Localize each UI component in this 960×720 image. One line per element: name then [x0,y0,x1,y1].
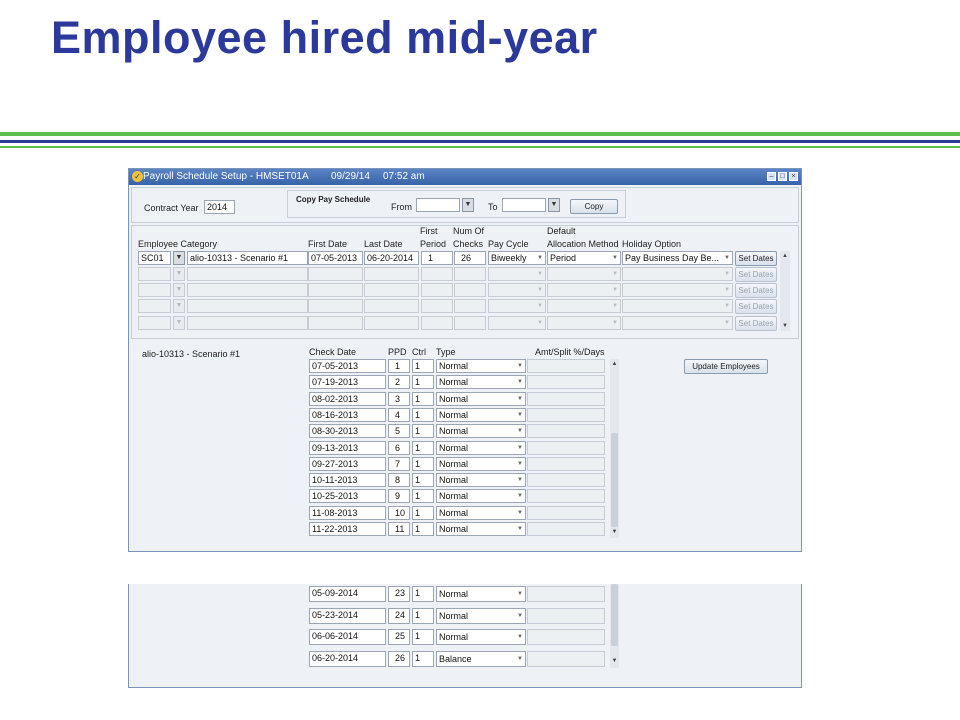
check-date-field[interactable]: 11-22-2013 [309,522,386,536]
holiday-option-select[interactable] [622,316,733,330]
chevron-down-icon: ▼ [537,255,543,261]
ppd-field[interactable]: 5 [388,424,410,438]
type-select[interactable] [436,375,526,389]
ppd-field[interactable]: 25 [388,629,410,645]
ppd-field[interactable]: 3 [388,392,410,406]
check-date-field[interactable]: 07-05-2013 [309,359,386,373]
first-period-field[interactable] [421,299,453,313]
first-period-header-line2: Period [420,239,447,249]
contract-year-label: Contract Year [144,203,199,213]
chevron-down-icon: ▼ [517,591,523,597]
chevron-down-icon: ▼ [517,634,523,640]
scroll-up-icon[interactable]: ▲ [782,253,788,259]
chevron-down-icon: ▼ [537,271,543,277]
category-dropdown-icon[interactable]: ▼ [173,283,185,297]
first-date-header: First Date [308,239,348,249]
chevron-down-icon: ▼ [517,363,523,369]
chevron-down-icon: ▼ [612,320,618,326]
chevron-down-icon: ▼ [517,655,523,662]
category-name-field[interactable]: alio-10313 - Scenario #1 [187,251,308,265]
allocation-method-header: Allocation Method [547,239,619,249]
holiday-option-select[interactable] [622,283,733,297]
amt-split-field[interactable] [527,489,605,503]
type-value: Normal [439,632,469,642]
type-select[interactable] [436,408,526,422]
type-header: Type [436,347,456,357]
copy-pay-schedule-title: Copy Pay Schedule [296,195,371,204]
chevron-down-icon: ▼ [517,612,523,619]
window-title: Payroll Schedule Setup - HMSET01A [143,171,309,182]
first-period-field[interactable] [421,283,453,297]
update-employees-button[interactable]: Update Employees [684,359,768,374]
category-code-field[interactable] [138,283,171,297]
chevron-down-icon: ▼ [612,303,618,309]
type-value: Normal [439,524,469,534]
type-select[interactable] [436,441,526,455]
type-select[interactable] [436,489,526,503]
type-value: Normal [439,507,469,518]
ctrl-field[interactable]: 1 [412,489,434,503]
type-value: Normal [439,475,469,486]
ctrl-field[interactable]: 1 [412,629,434,645]
check-date-header: Check Date [309,347,357,357]
ctrl-field[interactable]: 1 [412,392,434,406]
ppd-field[interactable]: 1 [388,359,410,373]
amt-split-field[interactable] [527,608,605,624]
set-dates-button[interactable]: Set Dates [735,267,777,282]
type-select[interactable] [436,522,526,536]
num-checks-field[interactable] [454,283,486,297]
pay-cycle-header: Pay Cycle [488,239,529,249]
employee-category-header: Employee Category [138,239,218,249]
type-value: Balance [439,653,472,664]
category-code-field[interactable] [138,299,171,313]
first-date-field[interactable] [308,267,363,281]
type-value: Normal [439,610,469,621]
chevron-down-icon: ▼ [612,255,618,261]
chevron-down-icon: ▼ [517,428,523,435]
category-name-field[interactable] [187,283,308,297]
check-date-field[interactable]: 08-30-2013 [309,424,386,438]
type-select[interactable] [436,629,526,645]
category-code-field[interactable] [138,316,171,330]
ppd-field[interactable]: 4 [388,408,410,422]
window-date: 09/29/14 [331,171,370,182]
allocation-method-select[interactable] [547,299,621,313]
allocation-method-select[interactable] [547,251,621,265]
chevron-down-icon: ▼ [724,271,730,277]
scroll-down-icon[interactable]: ▼ [782,323,788,329]
chevron-down-icon: ▼ [724,303,730,309]
chevron-down-icon: ▼ [517,509,523,516]
category-name-field[interactable] [187,316,308,330]
num-checks-field[interactable] [454,316,486,330]
type-select[interactable] [436,392,526,406]
first-period-header-line1: First [420,226,438,236]
green-rule-thin [0,146,960,148]
category-dropdown-icon[interactable]: ▼ [173,267,185,281]
type-value: Normal [439,589,469,599]
schedule-scrollbar[interactable] [610,359,619,538]
pay-cycle-value: Biweekly [491,253,527,263]
ctrl-field[interactable]: 1 [412,506,434,520]
check-date-field[interactable]: 08-16-2013 [309,408,386,422]
from-field[interactable] [416,198,460,212]
type-value: Normal [439,458,469,469]
category-name-field[interactable] [187,299,308,313]
chevron-down-icon: ▼ [537,287,543,293]
first-period-field[interactable] [421,267,453,281]
set-dates-button[interactable]: Set Dates [735,299,777,314]
last-date-field[interactable]: 06-20-2014 [364,251,419,265]
chevron-down-icon: ▼ [517,493,523,500]
chevron-down-icon: ▼ [517,444,523,451]
chevron-down-icon: ▼ [517,477,523,484]
amt-split-field[interactable] [527,441,605,455]
slide-title: Employee hired mid-year [51,12,598,63]
holiday-option-header: Holiday Option [622,239,682,249]
chevron-down-icon: ▼ [517,526,523,532]
first-date-field[interactable] [308,316,363,330]
category-dropdown-icon[interactable]: ▼ [173,251,185,265]
ppd-field[interactable]: 7 [388,457,410,471]
scroll-up-icon[interactable]: ▲ [611,361,618,367]
type-value: Normal [439,377,469,388]
green-rule [0,132,960,136]
type-select[interactable] [436,651,526,667]
first-period-field[interactable] [421,316,453,330]
allocation-method-select[interactable] [547,316,621,330]
check-date-field[interactable]: 05-23-2014 [309,608,386,624]
chevron-down-icon: ▼ [537,303,543,309]
chevron-down-icon: ▼ [724,287,730,293]
set-dates-button[interactable]: Set Dates [735,316,777,331]
check-date-field[interactable]: 06-20-2014 [309,651,386,667]
last-date-field[interactable] [364,316,419,330]
type-select[interactable] [436,473,526,487]
type-value: Normal [439,393,469,404]
chevron-down-icon: ▼ [517,379,523,386]
chevron-down-icon: ▼ [724,320,730,326]
copy-button[interactable]: Copy [570,199,618,214]
selected-category-label: alio-10313 - Scenario #1 [142,349,241,359]
ctrl-field[interactable]: 1 [412,375,434,389]
payroll-schedule-window [128,168,802,552]
amt-split-field[interactable] [527,457,605,471]
app-icon: ✓ [132,171,143,182]
allocation-method-select[interactable] [547,267,621,281]
type-value: Normal [439,491,469,502]
check-date-field[interactable]: 08-02-2013 [309,392,386,406]
ctrl-field[interactable]: 1 [412,441,434,455]
amt-split-field[interactable] [527,375,605,389]
check-date-field[interactable]: 09-27-2013 [309,457,386,471]
ctrl-header: Ctrl [412,347,426,357]
amt-split-field[interactable] [527,424,605,438]
ppd-field[interactable]: 26 [388,651,410,667]
ppd-field[interactable]: 2 [388,375,410,389]
scroll-down-icon[interactable]: ▼ [611,658,618,664]
check-date-field[interactable]: 11-08-2013 [309,506,386,520]
check-date-field[interactable]: 06-06-2014 [309,629,386,645]
amt-split-field[interactable] [527,586,605,602]
ctrl-field[interactable]: 1 [412,473,434,487]
ctrl-field[interactable]: 1 [412,651,434,667]
ppd-field[interactable]: 6 [388,441,410,455]
type-value: Normal [439,409,469,420]
chevron-down-icon: ▼ [724,255,730,261]
type-select[interactable] [436,608,526,624]
pay-cycle-select[interactable] [488,251,546,265]
ppd-field[interactable]: 24 [388,608,410,624]
first-date-field[interactable]: 07-05-2013 [308,251,363,265]
ctrl-field[interactable]: 1 [412,586,434,602]
check-date-field[interactable]: 10-25-2013 [309,489,386,503]
pay-cycle-select[interactable] [488,267,546,281]
to-dropdown-icon[interactable]: ▼ [548,198,560,212]
type-value: Normal [439,426,469,437]
ctrl-field[interactable]: 1 [412,608,434,624]
num-checks-field[interactable] [454,299,486,313]
ctrl-field[interactable]: 1 [412,522,434,536]
ctrl-field[interactable]: 1 [412,457,434,471]
payroll-schedule-window-scrolled [128,584,802,688]
to-field[interactable] [502,198,546,212]
ppd-header: PPD [388,347,407,357]
holiday-option-value: Pay Business Day Be... [625,253,720,263]
categories-scrollbar[interactable] [780,251,790,331]
amt-split-field[interactable] [527,522,605,536]
first-date-field[interactable] [308,283,363,297]
check-date-field[interactable]: 05-09-2014 [309,586,386,602]
set-dates-button[interactable]: Set Dates [735,251,777,266]
scroll-down-icon[interactable]: ▼ [611,529,618,535]
category-code-field[interactable]: SC01 [138,251,171,265]
amt-split-field[interactable] [527,408,605,422]
minimize-icon[interactable]: – [767,172,776,181]
holiday-option-select[interactable] [622,251,733,265]
amt-split-field[interactable] [527,629,605,645]
to-label: To [488,202,498,212]
type-select[interactable] [436,506,526,520]
scroll-thumb[interactable] [611,584,618,646]
scroll-thumb[interactable] [611,433,618,527]
holiday-option-select[interactable] [622,267,733,281]
set-dates-button[interactable]: Set Dates [735,283,777,298]
num-checks-field[interactable] [454,267,486,281]
amt-split-field[interactable] [527,392,605,406]
chevron-down-icon: ▼ [517,395,523,402]
from-label: From [391,202,412,212]
first-period-field[interactable]: 1 [421,251,453,265]
check-date-field[interactable]: 07-19-2013 [309,375,386,389]
category-dropdown-icon[interactable]: ▼ [173,299,185,313]
pay-cycle-select[interactable] [488,299,546,313]
check-date-field[interactable]: 09-13-2013 [309,441,386,455]
maximize-icon[interactable]: □ [778,172,787,181]
allocation-method-value: Period [550,253,577,263]
check-date-field[interactable]: 10-11-2013 [309,473,386,487]
type-value: Normal [439,361,469,371]
last-date-field[interactable] [364,283,419,297]
contract-year-field[interactable]: 2014 [204,200,235,214]
num-checks-header-line1: Num Of [453,226,485,236]
ctrl-field[interactable]: 1 [412,408,434,422]
holiday-option-select[interactable] [622,299,733,313]
schedule-scrollbar-scrolled[interactable] [610,584,619,668]
ctrl-field[interactable]: 1 [412,424,434,438]
type-select[interactable] [436,586,526,602]
ctrl-field[interactable]: 1 [412,359,434,373]
ppd-field[interactable]: 9 [388,489,410,503]
type-value: Normal [439,442,469,453]
chevron-down-icon: ▼ [537,320,543,326]
amt-split-field[interactable] [527,473,605,487]
last-date-field[interactable] [364,267,419,281]
blue-rule [0,140,960,143]
from-dropdown-icon[interactable]: ▼ [462,198,474,212]
category-name-field[interactable] [187,267,308,281]
allocation-method-select[interactable] [547,283,621,297]
amt-split-field[interactable] [527,651,605,667]
type-select[interactable] [436,424,526,438]
amt-split-field[interactable] [527,506,605,520]
num-checks-header-line2: Checks [453,239,484,249]
chevron-down-icon: ▼ [517,460,523,467]
pay-cycle-select[interactable] [488,283,546,297]
window-titlebar [129,169,801,185]
ppd-field[interactable]: 10 [388,506,410,520]
first-date-field[interactable] [308,299,363,313]
type-select[interactable] [436,457,526,471]
category-code-field[interactable] [138,267,171,281]
pay-cycle-select[interactable] [488,316,546,330]
type-select[interactable] [436,359,526,373]
ppd-field[interactable]: 23 [388,586,410,602]
default-header-line1: Default [547,226,576,236]
ppd-field[interactable]: 8 [388,473,410,487]
category-dropdown-icon[interactable]: ▼ [173,316,185,330]
last-date-field[interactable] [364,299,419,313]
window-time: 07:52 am [383,171,425,182]
ppd-field[interactable]: 11 [388,522,410,536]
amt-split-header: Amt/Split %/Days [535,347,605,357]
chevron-down-icon: ▼ [612,271,618,277]
chevron-down-icon: ▼ [517,411,523,418]
chevron-down-icon: ▼ [612,287,618,293]
amt-split-field[interactable] [527,359,605,373]
close-icon[interactable]: × [789,172,798,181]
last-date-header: Last Date [364,239,403,249]
num-checks-field[interactable]: 26 [454,251,486,265]
